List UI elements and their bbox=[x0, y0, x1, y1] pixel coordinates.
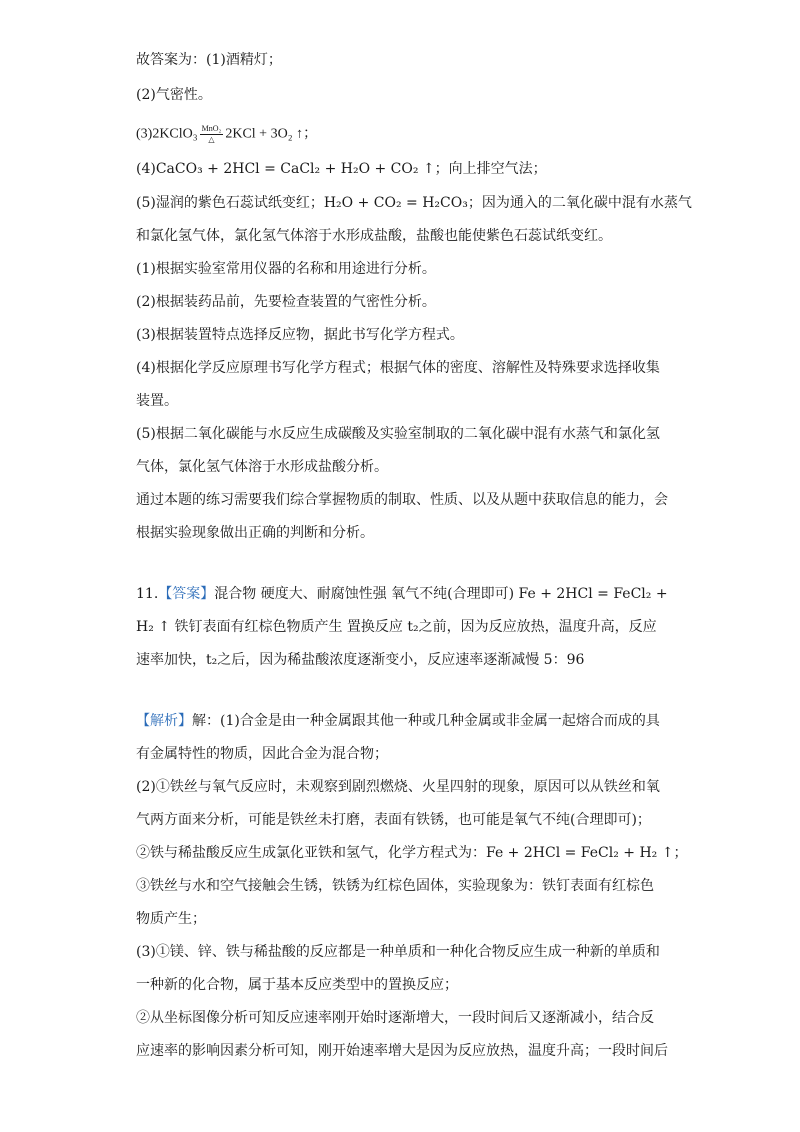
analysis-line: ②从坐标图像分析可知反应速率刚开始时逐渐增大，一段时间后又逐渐减小，结合反 bbox=[136, 1010, 654, 1026]
text-line: 根据实验现象做出正确的判断和分析。 bbox=[136, 525, 374, 541]
text-line: (5)根据二氧化碳能与水反应生成碳酸及实验室制取的二氧化碳中混有水蒸气和氯化氢 bbox=[136, 426, 660, 442]
text-line: (5)湿润的紫色石蕊试纸变红；H₂O + CO₂ = H₂CO₃；因为通入的二氧化碳中混有水蒸气 bbox=[136, 195, 692, 211]
analysis-text: 解：(1)合金是由一种金属跟其他一种或几种金属或非金属一起熔合而成的具 bbox=[192, 713, 660, 729]
text-line: 和氯化氢气体，氯化氢气体溶于水形成盐酸，盐酸也能使紫色石蕊试纸变红。 bbox=[136, 228, 612, 244]
analysis-line: 应速率的影响因素分析可知，刚开始速率增大是因为反应放热，温度升高；一段时间后 bbox=[136, 1043, 668, 1059]
answer-line-2: H₂ ↑ 铁钉表面有红棕色物质产生 置换反应 t₂之前，因为反应放热，温度升高，反应 bbox=[136, 619, 657, 635]
text-line: (4)CaCO₃ + 2HCl = CaCl₂ + H₂O + CO₂ ↑；向上排空气法； bbox=[136, 161, 547, 177]
answer-line-1 bbox=[136, 584, 696, 604]
equation-products: 2KCl + 3O₂ ↑； bbox=[225, 126, 318, 142]
analysis-line: 气两方面来分析，可能是铁丝未打磨，表面有铁锈，也可能是氧气不纯(合理即可)； bbox=[136, 812, 651, 828]
heat-symbol: △ bbox=[208, 135, 215, 144]
text-line: 故答案为：(1)酒精灯； bbox=[136, 52, 282, 68]
equation-reactant: (3)2KClO₃ bbox=[136, 126, 198, 142]
answer-tag: 【答案】 bbox=[158, 586, 215, 602]
analysis-line: 有金属特性的物质，因此合金为混合物； bbox=[136, 746, 388, 762]
text-line: (2)根据装药品前，先要检查装置的气密性分析。 bbox=[136, 294, 436, 310]
analysis-tag: 【解析】 bbox=[136, 713, 192, 729]
question-number: 11. bbox=[136, 586, 159, 602]
equation-kclo3 bbox=[136, 124, 696, 145]
analysis-line: (3)①镁、锌、铁与稀盐酸的反应都是一种单质和一种化合物反应生成一种新的单质和 bbox=[136, 944, 660, 960]
reaction-condition bbox=[200, 124, 224, 145]
answer-text: 混合物 硬度大、耐腐蚀性强 氧气不纯(合理即可) Fe + 2HCl = FeCl₂ + bbox=[214, 586, 668, 602]
analysis-line: 物质产生； bbox=[136, 911, 206, 927]
answer-line-3: 速率加快，t₂之后，因为稀盐酸浓度逐渐变小，反应速率逐渐减慢 5：96 bbox=[136, 652, 585, 668]
text-line: 通过本题的练习需要我们综合掌握物质的制取、性质、以及从题中获取信息的能力，会 bbox=[136, 492, 668, 508]
catalyst-label: MnO₂ bbox=[201, 124, 222, 133]
analysis-line: 一种新的化合物，属于基本反应类型中的置换反应； bbox=[136, 977, 458, 993]
analysis-line-1 bbox=[136, 711, 696, 731]
analysis-line: ②铁与稀盐酸反应生成氯化亚铁和氢气，化学方程式为：Fe + 2HCl = FeCl₂ + H₂ ↑； bbox=[136, 845, 688, 861]
text-line: (3)根据装置特点选择反应物，据此书写化学方程式。 bbox=[136, 327, 464, 343]
text-line: (1)根据实验室常用仪器的名称和用途进行分析。 bbox=[136, 261, 436, 277]
analysis-line: (2)①铁丝与氧气反应时，未观察到剧烈燃烧、火星四射的现象，原因可以从铁丝和氧 bbox=[136, 779, 660, 795]
text-line: (4)根据化学反应原理书写化学方程式；根据气体的密度、溶解性及特殊要求选择收集 bbox=[136, 360, 660, 376]
text-line: (2)气密性。 bbox=[136, 87, 212, 103]
analysis-line: ③铁丝与水和空气接触会生锈，铁锈为红棕色固体，实验现象为：铁钉表面有红棕色 bbox=[136, 878, 654, 894]
text-line: 装置。 bbox=[136, 393, 178, 409]
text-line: 气体，氯化氢气体溶于水形成盐酸分析。 bbox=[136, 459, 388, 475]
